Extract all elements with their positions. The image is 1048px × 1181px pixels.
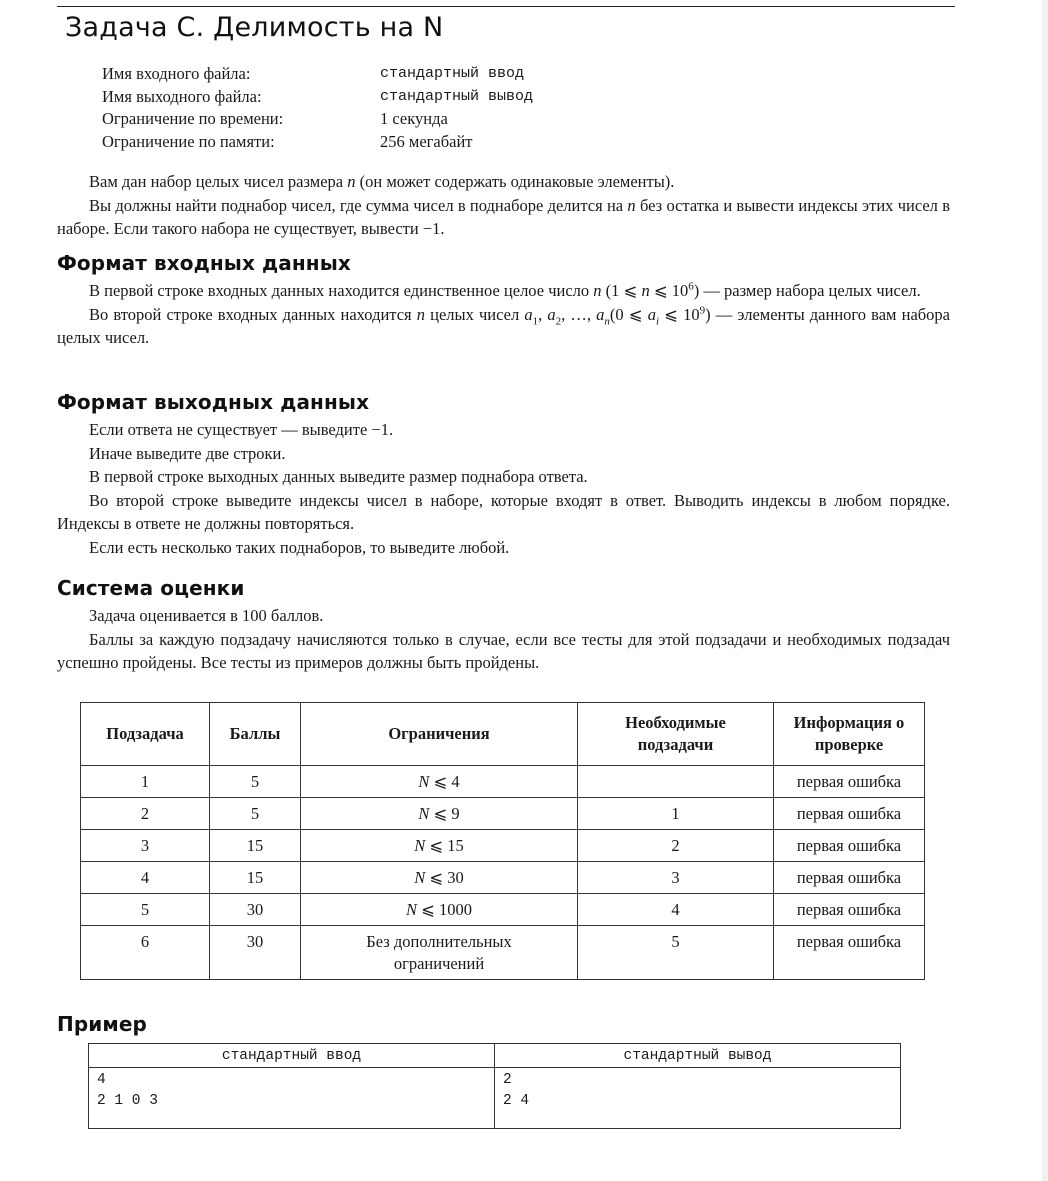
scoring-paragraph: Задача оценивается в 100 баллов. bbox=[89, 606, 324, 625]
cell-required: 3 bbox=[578, 862, 774, 894]
page-edge-strip bbox=[1042, 0, 1048, 1181]
example-input-header: стандартный ввод bbox=[89, 1044, 495, 1068]
example-output-header: стандартный вывод bbox=[495, 1044, 901, 1068]
table-header-row bbox=[81, 703, 925, 766]
cell-limit: N ⩽ 30 bbox=[301, 862, 578, 894]
cell-points: 15 bbox=[210, 862, 301, 894]
problem-limits bbox=[102, 63, 533, 153]
table-row bbox=[81, 926, 925, 980]
example-table bbox=[88, 1043, 901, 1129]
cell-limit: N ⩽ 4 bbox=[301, 766, 578, 798]
cell-info: первая ошибка bbox=[774, 862, 925, 894]
example-output-line: 2 4 bbox=[503, 1093, 530, 1109]
table-row bbox=[81, 830, 925, 862]
meta-label: Ограничение по памяти: bbox=[102, 131, 275, 151]
section-heading-scoring: Система оценки bbox=[57, 576, 245, 600]
example-input-line: 4 bbox=[97, 1072, 106, 1088]
cell-limit: N ⩽ 1000 bbox=[301, 894, 578, 926]
section-heading-input: Формат входных данных bbox=[57, 251, 351, 275]
cell-subtask: 3 bbox=[81, 830, 210, 862]
scoring-table bbox=[80, 702, 925, 980]
scoring-section bbox=[57, 576, 950, 675]
cell-required: 5 bbox=[578, 926, 774, 980]
cell-points: 15 bbox=[210, 830, 301, 862]
output-format-section bbox=[57, 390, 950, 559]
meta-value: 1 секунда bbox=[380, 109, 448, 128]
section-heading-output: Формат выходных данных bbox=[57, 390, 370, 414]
column-header-points: Баллы bbox=[210, 703, 301, 766]
cell-points: 5 bbox=[210, 798, 301, 830]
header-rule bbox=[57, 6, 955, 7]
column-header-required: Необходимые подзадачи bbox=[578, 703, 774, 766]
cell-points: 5 bbox=[210, 766, 301, 798]
cell-required bbox=[578, 766, 774, 798]
cell-info: первая ошибка bbox=[774, 798, 925, 830]
example-header-row bbox=[89, 1044, 901, 1068]
cell-subtask: 4 bbox=[81, 862, 210, 894]
table-row bbox=[81, 766, 925, 798]
meta-label: Имя входного файла: bbox=[102, 64, 251, 83]
column-header-subtask: Подзадача bbox=[81, 703, 210, 766]
example-output-line: 2 bbox=[503, 1072, 512, 1088]
problem-title: Задача C. Делимость на N bbox=[65, 12, 444, 43]
cell-points: 30 bbox=[210, 894, 301, 926]
meta-value: стандартный вывод bbox=[380, 87, 534, 105]
meta-value: стандартный ввод bbox=[380, 65, 525, 82]
cell-limit: Без дополнительных ограничений bbox=[301, 926, 578, 980]
problem-statement bbox=[57, 170, 950, 241]
meta-row-memory-limit bbox=[102, 131, 533, 154]
input-paragraph: Во второй строке входных данных находится n целых чисел $a_1$, $a_2$, …, $a_n(0$ ⩽ $a_i$ ⩽ $10^9$) — элементы данного вам набора целых чисел. bbox=[57, 304, 951, 347]
column-header-limits: Ограничения bbox=[301, 703, 578, 766]
scoring-paragraph: Баллы за каждую подзадачу начисляются только в случае, если все тесты для этой подзадачи и необходимых подзадач успешно пройдены. Все тесты из примеров должны быть пройдены. bbox=[57, 629, 950, 672]
table-row bbox=[81, 798, 925, 830]
input-paragraph: В первой строке входных данных находится единственное целое число n (1 ⩽ n ⩽ $10^6$) — размер набора целых чисел. bbox=[89, 280, 921, 300]
cell-info: первая ошибка bbox=[774, 766, 925, 798]
meta-label: Имя выходного файла: bbox=[102, 86, 262, 106]
table-row bbox=[81, 894, 925, 926]
meta-row-input-file bbox=[102, 63, 533, 86]
output-paragraph: Иначе выведите две строки. bbox=[89, 443, 286, 463]
example-row bbox=[89, 1068, 901, 1129]
cell-points: 30 bbox=[210, 926, 301, 980]
meta-row-output-file bbox=[102, 86, 533, 109]
cell-subtask: 6 bbox=[81, 926, 210, 980]
cell-info: первая ошибка bbox=[774, 830, 925, 862]
output-paragraph: В первой строке выходных данных выведите размер поднабора ответа. bbox=[89, 467, 588, 486]
cell-subtask: 2 bbox=[81, 798, 210, 830]
output-paragraph: Если ответа не существует — выведите −1. bbox=[89, 420, 394, 439]
cell-subtask: 5 bbox=[81, 894, 210, 926]
section-heading-example: Пример bbox=[57, 1012, 147, 1036]
cell-limit: N ⩽ 15 bbox=[301, 830, 578, 862]
input-format-section bbox=[57, 251, 950, 350]
cell-limit: N ⩽ 9 bbox=[301, 798, 578, 830]
column-header-info: Информация о проверке bbox=[774, 703, 925, 766]
meta-row-time-limit bbox=[102, 108, 533, 131]
cell-info: первая ошибка bbox=[774, 926, 925, 980]
cell-required: 1 bbox=[578, 798, 774, 830]
meta-label: Ограничение по времени: bbox=[102, 109, 284, 128]
example-input-cell bbox=[89, 1068, 495, 1129]
output-paragraph: Если есть несколько таких поднаборов, то выведите любой. bbox=[89, 537, 510, 557]
example-output-cell bbox=[495, 1068, 901, 1129]
cell-required: 2 bbox=[578, 830, 774, 862]
example-input-line: 2 1 0 3 bbox=[97, 1093, 158, 1109]
output-paragraph: Во второй строке выведите индексы чисел в наборе, которые входят в ответ. Выводить индексы в любом порядке. Индексы в ответе не должны повторяться. bbox=[57, 490, 950, 533]
cell-required: 4 bbox=[578, 894, 774, 926]
table-row bbox=[81, 862, 925, 894]
statement-paragraph: Вы должны найти поднабор чисел, где сумма чисел в поднаборе делится на n без остатка и вывести индексы этих чисел в наборе. Если такого набора не существует, вывести −1. bbox=[57, 195, 950, 238]
cell-info: первая ошибка bbox=[774, 894, 925, 926]
cell-subtask: 1 bbox=[81, 766, 210, 798]
meta-value: 256 мегабайт bbox=[380, 131, 473, 151]
statement-paragraph: Вам дан набор целых чисел размера n (он может содержать одинаковые элементы). bbox=[89, 172, 675, 191]
